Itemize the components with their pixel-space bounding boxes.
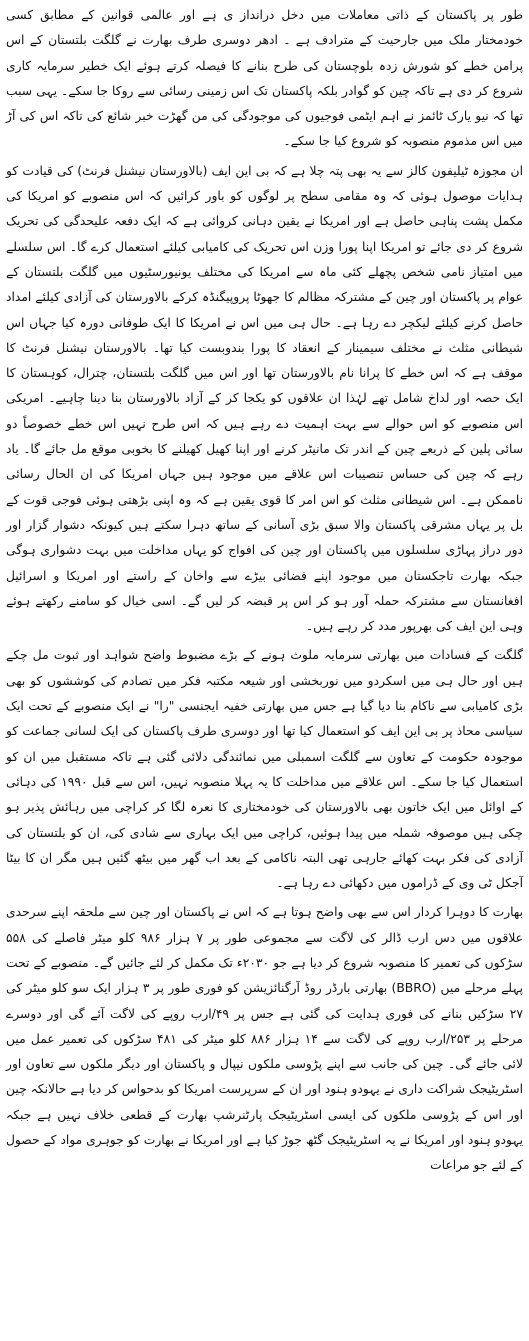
article-paragraph-2: ان مجوزہ ٹیلیفون کالز سے یہ بھی پتہ چلا ہے کہ بی این ایف (بالاورستان نیشنل فرنٹ) کی قیادت کو ہدایات موصول ہوئی کہ وہ مقامی سطح پر لوگوں کو باور کرائیں کہ اس منصوبے کو امریکا کی مکمل پشت پناہی حاصل ہے اور امریکا نے یقین دہانی کروائی ہے کہ ایک دفعہ علیحدگی کی تحریک شروع کر دی جائے تو امریکا اپنا پورا وزن اس تحریک کی کامیابی کیلئے استعمال کرے گا۔ اس سلسلے میں امتیاز نامی شخص پچھلے کئی ماہ سے امریکا کی مختلف یونیورسٹیوں میں گلگت بلتستان کے عوام پر پاکستان اور چین کے مشترکہ مظالم کا جھوٹا پروپیگنڈہ کرکے بالاورستان کی آزادی کیلئے امداد حاصل کرنے کیلئے لیکچر دے رہا ہے۔ حال ہی میں اس نے امریکا کا ایک طوفانی دورہ کیا جہاں اس شیطانی مثلث نے مختلف سیمینار کے انعقاد کا پورا بندوبست کیا تھا۔ بالاورستان نیشنل فرنٹ کا موقف ہے کہ اس خطے کا پرانا نام بالاورستان تھا اور اس میں گلگت بلتستان، چترال، کوہستان کا ایک حصہ اور لداخ شامل تھے لہٰذا ان علاقوں کو یکجا کر کے آزاد بالاورستان بنا دینا چاہیے۔ امریکی اس منصوبے کو اس حوالے سے بہت اہمیت دے رہے ہیں کہ اس طرح نہیں اس خطے خصوصاً دو سائی پلین کے ذریعے چین کے اندر تک مانیٹر کرنے اور اپنا کھیل کھیلنے کا بخوبی موقع مل جائے گا۔ یاد رہے کہ چین کی حساس تنصیبات اس علاقے میں موجود ہیں جہاں امریکا کی ان الحال رسائی ناممکن ہے۔ اس شیطانی مثلث کو اس امر کا قوی یقین ہے کہ وہ اپنی بڑھتی ہوئی فوجی قوت کے بل پر یہاں مشرقی پاکستان والا سبق بڑی آسانی کے ساتھ دہرا سکتے ہیں کیونکہ دشوار گزار اور دور دراز پہاڑی سلسلوں میں پاکستان اور چین کی افواج کو یہاں مداخلت میں بہت دشواری ہوگی جبکہ بھارت تاجکستان میں موجود اپنے فضائی بیڑے سے واخان کے راستے اور امریکا و اسرائیل افغانستان سے مشترکہ حملہ آور ہو کر اس پر قبضہ کر لیں گے۔ اسی خیال کو سامنے رکھتے ہوئے وہی این ایف کی بھرپور مدد کر رہے ہیں۔ — [6, 163, 523, 634]
article-paragraph-3: گلگت کے فسادات میں بھارتی سرمایہ ملوث ہونے کے بڑے مضبوط واضح شواہد اور ثبوت مل چکے ہیں اور حال ہی میں اسکردو میں نوربخشی اور شیعہ مکتبہ فکر میں تصادم کی کوششوں کو بھی بڑی کامیابی سے ناکام بنا دیا گیا ہے جس میں بھارتی خفیہ ایجنسی "را" نے ایک منصوبے کے تحت ایک سیاسی محاذ پر بی این ایف کو استعمال کیا تھا اور دوسری طرف پاکستان کی ایک لسانی جماعت کو موجودہ حکومت کے تعاون سے گلگت اسمبلی میں نمائندگی دلائی گئی ہے تاکہ مستقبل میں ان کو استعمال کیا جا سکے۔ اس علاقے میں مداخلت کا یہ پہلا منصوبہ نہیں، اس سے قبل ۱۹۹۰ کی دہائی کے اوائل میں ایک خاتون بھی بالاورستان کی خودمختاری کا نعرہ لگا کر کراچی میں رہائش پذیر ہو چکی ہیں موصوفہ شملہ میں پیدا ہوئیں، کراچی میں ایک بہاری سے شادی کی، ان کو بلتستان کی آزادی کی فکر بہت کھائے جارہی تھی البتہ ناکامی کے بعد اب گھر میں بیٹھ گئیں ہیں مگر ان کا بیٹا آجکل ٹی وی کے ڈراموں میں دکھائی دے رہا ہے۔ — [6, 648, 523, 891]
article-paragraph-4: بھارت کا دوہرا کردار اس سے بھی واضح ہوتا ہے کہ اس نے پاکستان اور چین سے ملحقہ اپنے سرحدی علاقوں میں دس ارب ڈالر کی لاگت سے مجموعی طور پر ۷ ہزار ۹۸۶ کلو میٹر فاصلے کی ۵۵۸ سڑکوں کی تعمیر کا منصوبہ شروع کر دیا ہے جو ۲۰۳۰ء تک مکمل کر لئے جائیں گے۔ منصوبے کے تحت پہلے مرحلے میں (BBRO) بھارتی بارڈر روڈ آرگنائزیشن کو فوری طور پر ۳ ہزار ایک سو کلو میٹر کی ۲۷ سڑکیں بنانے کی فوری ہدایت کی گئی ہے جس پر ۴۹/ارب روپے کی لاگت آئے گی اور دوسرے مرحلے پر ۲۵۳/ارب روپے کی لاگت سے ۱۴ ہزار ۸۸۶ کلو میٹر کی ۴۸۱ سڑکوں کی تعمیر عمل میں لائی جائے گی۔ چین کی جانب سے اپنے پڑوسی ملکوں نیپال و پاکستان اور دیگر ملکوں سے تعاون اور اسٹریٹیجک شراکت داری نے یہودو ہنود اور ان کے سرپرست امریکا کو بدحواس کر دیا ہے حالانکہ چین اور اس کے پڑوسی ملکوں کی ایسی اسٹریٹیجک پارٹنرشپ بھارت کے قطعی خلاف نہیں ہے جبکہ یہودو ہنود اور امریکا نے یہ اسٹریٹیجک گٹھ جوڑ کیا ہے اور امریکا نے بھارت کو جوہری مواد کے حصول کے لئے جو مراعات — [6, 905, 523, 1173]
article-paragraph-1: طور پر پاکستان کے ذاتی معاملات میں دخل درانداز ی ہے اور عالمی قوانین کے مطابق کسی خودمختار ملک میں جارحیت کے مترادف ہے ۔ ادھر دوسری طرف بھارت نے گلگت بلتستان کے اس پرامن خطے کو شورش زدہ بلوچستان کی طرح بنانے کا فیصلہ کرتے ہوئے ایک خطیر سرمایہ کاری شروع کر دی ہے تاکہ چین کو گوادر بلکہ پاکستان تک اس زمینی رسائی سے روکا جا سکے۔ یہی سبب تھا کہ نیو یارک ٹائمز نے اہم ایٹمی فوجیوں کی موجودگی کی من گھڑت خبر شائع کی تاکہ اس کی آڑ میں اس مذموم منصوبہ کو شروع کیا جا سکے۔ — [6, 8, 523, 149]
